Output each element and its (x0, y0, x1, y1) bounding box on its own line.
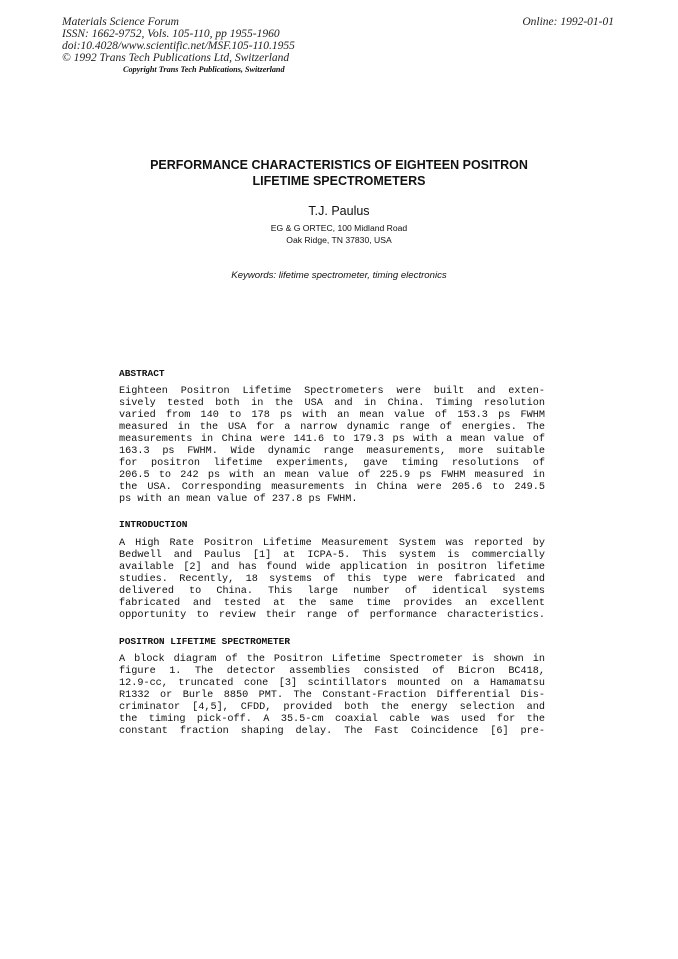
paper-title (0, 157, 678, 189)
spectrometer-line: constant fraction shaping delay. The Fast Coincidence [6] pre- (119, 726, 545, 737)
spectrometer-line: R1332 or Burle 8850 PMT. The Constant-Fraction Differential Dis- (119, 690, 545, 701)
abstract-line: the USA. Corresponding measurements in China were 205.6 to 249.5 (119, 482, 545, 493)
abstract-line: sively tested both in the USA and in China. Timing resolution (119, 398, 545, 409)
spectrometer-line: 12.9-cc, truncated cone [3] scintillators mounted on a Hamamatsu (119, 678, 545, 689)
introduction-line: studies. Recently, 18 systems of this type were fabricated and (119, 574, 545, 585)
spectrometer-body (119, 654, 545, 738)
abstract-heading: ABSTRACT (119, 368, 165, 379)
copyright-line: © 1992 Trans Tech Publications Ltd, Switzerland (62, 52, 290, 64)
introduction-line: Bedwell and Paulus [1] at ICPA-5. This system is commercially (119, 550, 545, 561)
affiliation-line-1: EG & G ORTEC, 100 Midland Road (270, 223, 408, 233)
abstract-line: measured in the USA for a narrow dynamic range of energies. The (119, 422, 545, 433)
spectrometer-line: the timing pick-off. A 35.5-cm coaxial cable was used for the (119, 714, 545, 725)
keywords: Keywords: lifetime spectrometer, timing electronics (231, 270, 447, 281)
introduction-heading: INTRODUCTION (119, 519, 188, 530)
author-affiliation (0, 222, 678, 246)
abstract-line: measurements in China were 141.6 to 179.3 ps with a mean value of (119, 434, 545, 445)
spectrometer-line: A block diagram of the Positron Lifetime Spectrometer is shown in (119, 654, 545, 665)
journal-name: Materials Science Forum (62, 16, 179, 28)
issn-line: ISSN: 1662-9752, Vols. 105-110, pp 1955-1960 (62, 28, 280, 40)
copyright-stamp: Copyright Trans Tech Publications, Switzerland (123, 65, 285, 74)
affiliation-line-2: Oak Ridge, TN 37830, USA (286, 235, 392, 245)
introduction-line: available [2] and has found wide application in positron lifetime (119, 562, 545, 573)
doi-link[interactable]: doi:10.4028/www.scientific.net/MSF.105-110.1955 (62, 40, 295, 52)
title-line-2: LIFETIME SPECTROMETERS (252, 174, 426, 188)
abstract-line: ps with an mean value of 237.8 ps FWHM. (119, 494, 358, 505)
title-line-1: PERFORMANCE CHARACTERISTICS OF EIGHTEEN POSITRON (150, 158, 528, 172)
abstract-line: for positron lifetime experiments, gave timing resolutions of (119, 458, 545, 469)
introduction-line: A High Rate Positron Lifetime Measurement System was reported by (119, 538, 545, 549)
introduction-line: delivered to China. This large number of identical systems (119, 586, 545, 597)
journal-header (62, 16, 295, 64)
introduction-body (119, 538, 545, 622)
online-date: Online: 1992-01-01 (522, 16, 614, 28)
introduction-line: fabricated and tested at the same time provides an excellent (119, 598, 545, 609)
abstract-body (119, 386, 545, 506)
abstract-line: Eighteen Positron Lifetime Spectrometers were built and exten- (119, 386, 545, 397)
introduction-line: opportunity to review their range of performance characteristics. (119, 610, 545, 621)
spectrometer-line: figure 1. The detector assemblies consisted of Bicron BC418, (119, 666, 545, 677)
abstract-line: 206.5 to 242 ps with an mean value of 225.9 ps FWHM measured in (119, 470, 545, 481)
spectrometer-line: criminator [4,5], CFDD, provided both the energy selection and (119, 702, 545, 713)
author-name: T.J. Paulus (308, 204, 370, 218)
abstract-line: varied from 140 to 178 ps with an mean value of 153.3 ps FWHM (119, 410, 545, 421)
abstract-line: 163.3 ps FWHM. Wide dynamic range measurements, more suitable (119, 446, 545, 457)
spectrometer-heading: POSITRON LIFETIME SPECTROMETER (119, 636, 291, 647)
